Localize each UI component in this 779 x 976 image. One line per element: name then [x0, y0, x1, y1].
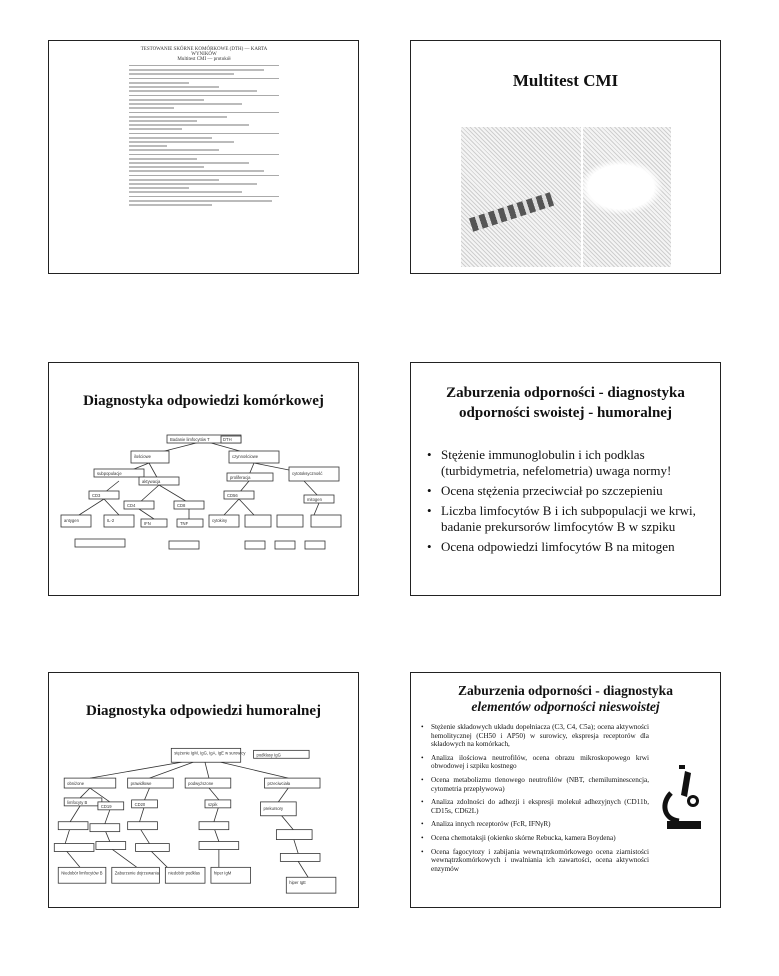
node-label: hiper IgE [289, 880, 306, 886]
node-label: szpik [207, 801, 218, 807]
node-label: TNF [180, 521, 189, 526]
slide-title [411, 683, 720, 715]
slide-1-document [48, 40, 359, 274]
node-label: obniżone [67, 781, 85, 787]
slide-2-multitest [410, 40, 721, 274]
slide-title [411, 383, 720, 423]
bullet-item: • Ocena stężenia przeciwciał po szczepieniu [427, 483, 710, 499]
node-label: CD20 [134, 801, 146, 807]
node-label: stężenie IgM, IgG, IgA, IgE w surowicy [174, 750, 246, 756]
node-label: cytotoksyczność [292, 471, 323, 476]
node-label: antygen [64, 518, 79, 523]
node-label: IFN [144, 521, 151, 526]
humoral-flowchart [49, 673, 359, 907]
node-label: podklasy IgG [256, 752, 281, 758]
cellular-flowchart [49, 363, 359, 596]
bullet-item: • Stężenie immunoglobulin i ich podklas (turbidymetria, nefelometria) uwaga normy! [427, 447, 710, 479]
slide-5-humoral-diagnostics [48, 672, 359, 908]
node-label: hiper IgM [213, 870, 232, 876]
bullet-item: • Stężenie składowych układu dopełniacza (C3, C4, C5a); ocena aktywności hemolitycznej (CH50 i AP50) w surowicy, ekspresja receptorów dla składowych na komórkach, [421, 723, 649, 749]
node-label: limfocyty B [67, 799, 88, 805]
multitest-photo [461, 127, 671, 267]
node-label: czynnościowe [232, 454, 259, 459]
slide-title: Diagnostyka odpowiedzi komórkowej [83, 393, 324, 409]
bullet-item: • Ocena chemotaksji (okienko skórne Rebucka, kamera Boydena) [421, 834, 649, 843]
node-label: subpopulacje [97, 471, 122, 476]
node-label: Zaburzenie dojrzewania [114, 870, 159, 876]
node-label: CD3 [92, 493, 101, 498]
node-label: niedobór podklas [168, 870, 200, 876]
bullet-item: • Ocena fagocytozy i zabijania wewnątrzkomórkowego ocena ziarnistości wewnątrzkomórkowych i uwalniania ich zawartości, ocena aktywności enzymów [421, 848, 649, 874]
bullet-item: • Analiza zdolności do adhezji i ekspresji molekuł adhezyjnych (CD11b, CD15s, CD62L) [421, 798, 649, 815]
bullet-item: • Ocena metabolizmu tlenowego neutrofilów (NBT, chemiluminescencja, cytometria przepływowa) [421, 776, 649, 793]
node-label: ilościowe [134, 454, 151, 459]
microscope-icon [657, 763, 707, 833]
node-label: proliferacja [230, 475, 251, 480]
form-subheader: Multitest CMI — protokół [177, 57, 231, 62]
node-label: prawidłowe [130, 781, 152, 787]
node-label: Niedobór limfocytów B [61, 870, 103, 876]
slide-6-nonspecific [410, 672, 721, 908]
applicator-image [469, 192, 554, 232]
bullet-list [427, 447, 710, 559]
bullet-item: • Liczba limfocytów B i ich subpopulacji we krwi, badanie prekursorów limfocytów B w szpiku [427, 503, 710, 535]
bullet-item: • Analiza innych receptorów (FcR, IFNγR) [421, 820, 649, 829]
node-label: prekursory [263, 805, 284, 811]
node-label: podwyższone [188, 781, 214, 787]
bullet-list [421, 723, 649, 878]
title-line-2: elementów odporności nieswoistej [471, 699, 660, 714]
slide-3-cellular-diagnostics [48, 362, 359, 596]
node-label: mitogen [307, 497, 322, 502]
slide-title: Diagnostyka odpowiedzi humoralnej [85, 703, 322, 719]
title-line-1: Zaburzenia odporności - diagnostyka [458, 683, 673, 698]
title-line-1: Zaburzenia odporności - diagnostyka [446, 385, 685, 401]
node-label: IL-2 [107, 518, 115, 523]
node-label: cytokiny [212, 518, 228, 523]
node-label: DTH [223, 437, 232, 442]
bullet-item: • Ocena odpowiedzi limfocytów B na mitogen [427, 539, 710, 555]
node-label: CD19 [100, 803, 112, 809]
form-header: TESTOWANIE SKÓRNE KOMÓRKOWE (DTH) — KARTA WYNIKÓW [140, 47, 268, 57]
title-line-2: odporności swoistej - humoralnej [459, 405, 672, 421]
slide-4-humoral-specific [410, 362, 721, 596]
slide-title: Multitest CMI [512, 71, 619, 90]
bullet-item: • Analiza ilościowa neutrofilów, ocena obrazu mikroskopowego krwi obwodowej i szpiku kostnego [421, 754, 649, 771]
node-label: CD8 [177, 503, 186, 508]
scanned-form [129, 47, 279, 208]
node-label: CD56 [227, 493, 238, 498]
node-label: aktywacja [142, 479, 161, 484]
node-label: Badanie limfocytów T [170, 437, 210, 442]
node-label: CD4 [127, 503, 136, 508]
node-label: przeciwciała [267, 781, 291, 787]
